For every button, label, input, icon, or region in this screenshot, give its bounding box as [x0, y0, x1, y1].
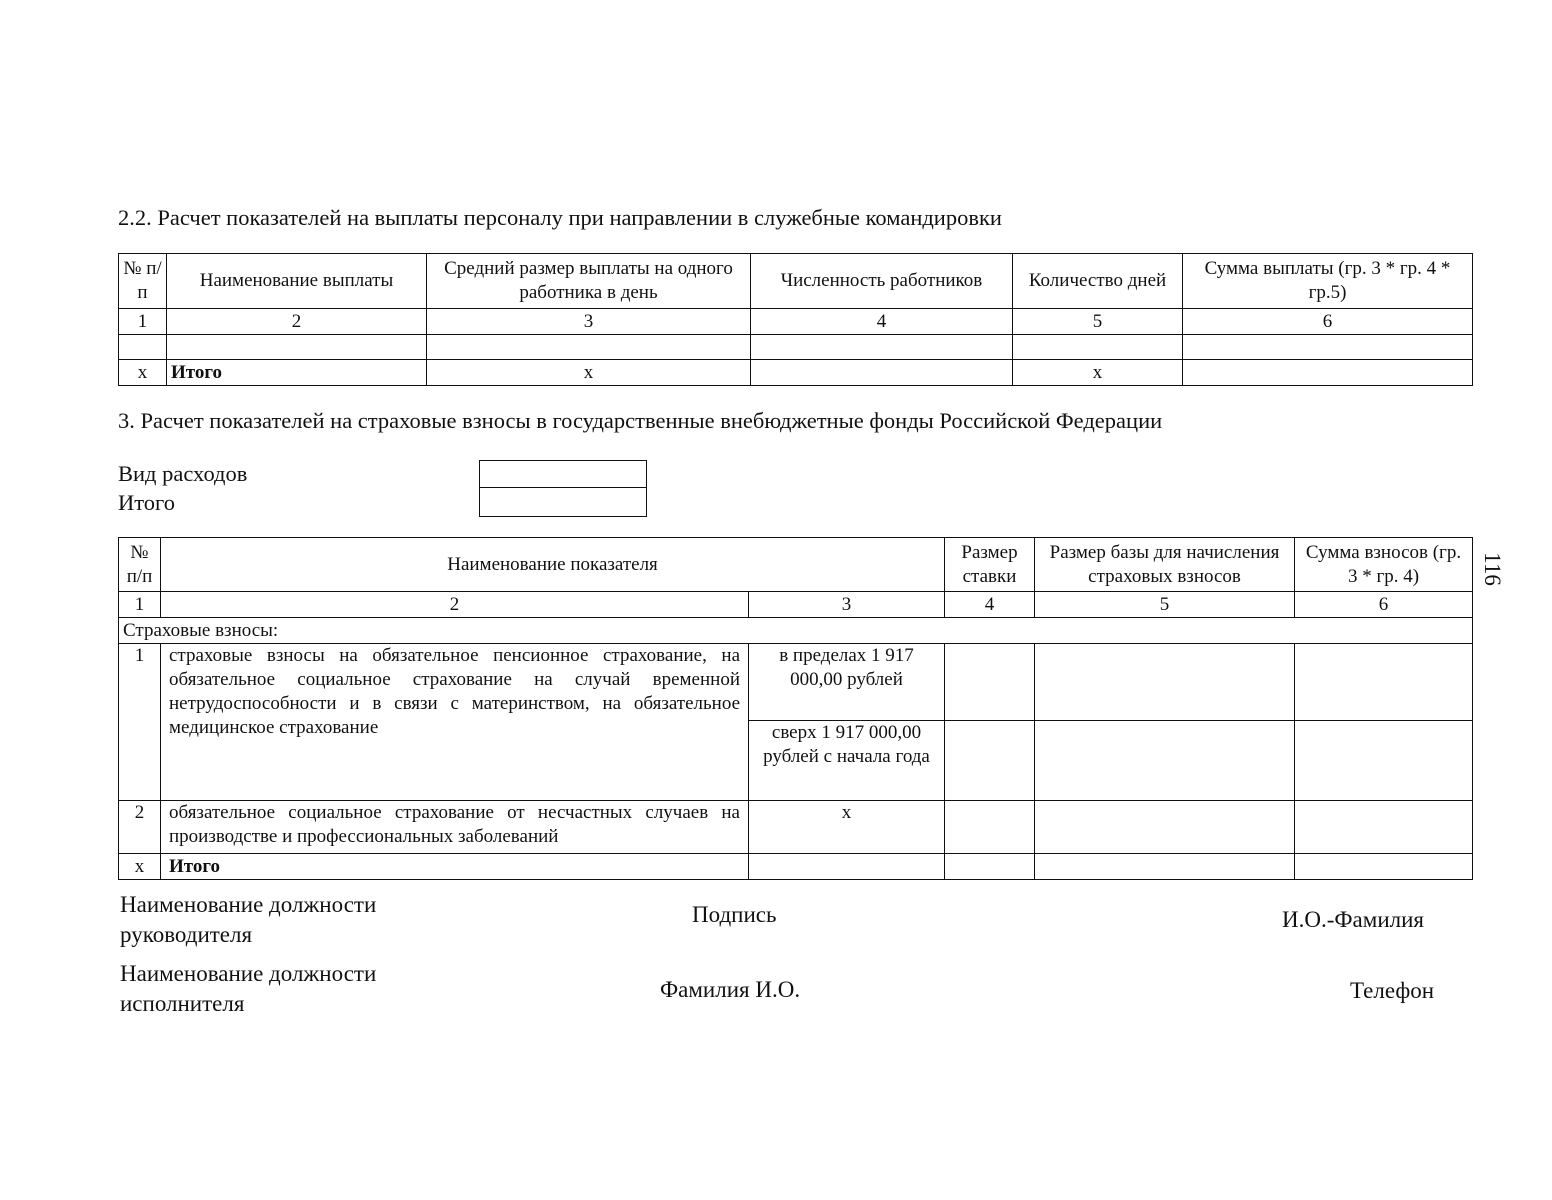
expense-type-field[interactable]	[480, 461, 647, 488]
empty-cell[interactable]	[427, 335, 751, 360]
total-row	[119, 854, 1473, 880]
column-number-row	[119, 309, 1473, 335]
header-rate: Размер ставки	[945, 538, 1035, 592]
total-employees[interactable]	[751, 360, 1013, 386]
total-num: x	[119, 360, 167, 386]
head-name-label: И.О.-Фамилия	[1282, 907, 1424, 932]
phone-label: Телефон	[1350, 978, 1435, 1003]
total-sum[interactable]	[1183, 360, 1473, 386]
header-indicator-name: Наименование показателя	[161, 538, 945, 592]
base-cell[interactable]	[1035, 801, 1295, 854]
total-avg: x	[427, 360, 751, 386]
empty-cell[interactable]	[167, 335, 427, 360]
col-number: 2	[167, 309, 427, 335]
empty-cell[interactable]	[1013, 335, 1183, 360]
header-contribution-sum: Сумма взносов (гр. 3 * гр. 4)	[1295, 538, 1473, 592]
col-number: 6	[1295, 592, 1473, 618]
col-number: 5	[1013, 309, 1183, 335]
total-row	[119, 360, 1473, 386]
total-cell[interactable]	[1035, 854, 1295, 880]
signature-label: Подпись	[692, 902, 777, 927]
sum-cell[interactable]	[1295, 644, 1473, 721]
page-number: 116	[1480, 552, 1505, 586]
column-number-row	[119, 592, 1473, 618]
col-number: 3	[749, 592, 945, 618]
col-number: 5	[1035, 592, 1295, 618]
col-number: 4	[945, 592, 1035, 618]
executor-name-label: Фамилия И.О.	[660, 977, 801, 1002]
row-sub-over-limit: сверх 1 917 000,00 рублей с начала года	[749, 721, 945, 801]
total-num: x	[119, 854, 161, 880]
header-days: Количество дней	[1013, 254, 1183, 309]
col-number: 3	[427, 309, 751, 335]
empty-row	[119, 335, 1473, 360]
header-num: № п/п	[119, 254, 167, 309]
total-cell[interactable]	[749, 854, 945, 880]
empty-cell[interactable]	[1183, 335, 1473, 360]
base-cell[interactable]	[1035, 644, 1295, 721]
row-sub-within-limit: в пределах 1 917 000,00 рублей	[749, 644, 945, 721]
row-num: 1	[119, 644, 161, 801]
section-3-title: 3. Расчет показателей на страховые взносы в государственные внебюджетные фонды Российской Федерации	[118, 408, 1163, 433]
header-payment-name: Наименование выплаты	[167, 254, 427, 309]
rate-cell[interactable]	[945, 644, 1035, 721]
sum-cell[interactable]	[1295, 721, 1473, 801]
header-num: № п/п	[119, 538, 161, 592]
row-sub: x	[749, 801, 945, 854]
col-number: 4	[751, 309, 1013, 335]
col-number: 1	[119, 592, 161, 618]
rate-cell[interactable]	[945, 721, 1035, 801]
expense-total-field[interactable]	[480, 488, 647, 517]
base-cell[interactable]	[1035, 721, 1295, 801]
col-number: 1	[119, 309, 167, 335]
row-name: страховые взносы на обязательное пенсионное страхование, на обязательное социальное страхование на случай временной нетрудоспособности и в связи с материнством, на обязательное медицинское страхование	[161, 644, 749, 801]
row-num: 2	[119, 801, 161, 854]
total-label: Итого	[161, 854, 749, 880]
header-avg-payment: Средний размер выплаты на одного работника в день	[427, 254, 751, 309]
head-position-label: Наименование должности руководителя	[120, 892, 377, 947]
col-number: 6	[1183, 309, 1473, 335]
col-number: 2	[161, 592, 749, 618]
sum-cell[interactable]	[1295, 801, 1473, 854]
total-cell[interactable]	[1295, 854, 1473, 880]
rate-cell[interactable]	[945, 801, 1035, 854]
executor-position-label: Наименование должности исполнителя	[120, 961, 377, 1016]
section-2-2-title: 2.2. Расчет показателей на выплаты персоналу при направлении в служебные командировки	[118, 205, 1002, 230]
table-row	[119, 644, 1473, 721]
empty-cell[interactable]	[751, 335, 1013, 360]
insurance-contributions-table	[118, 537, 1473, 880]
row-name: обязательное социальное страхование от несчастных случаев на производстве и профессиональных заболеваний	[161, 801, 749, 854]
total-days: x	[1013, 360, 1183, 386]
group-row	[119, 618, 1473, 644]
total-label: Итого	[167, 360, 427, 386]
header-employees: Численность работников	[751, 254, 1013, 309]
table-header-row	[119, 254, 1473, 309]
group-label: Страховые взносы:	[119, 618, 1473, 644]
empty-cell[interactable]	[119, 335, 167, 360]
expense-total-label: Итого	[118, 490, 175, 515]
expense-boxes	[479, 460, 647, 517]
table-header-row	[119, 538, 1473, 592]
table-row	[119, 801, 1473, 854]
header-base: Размер базы для начисления страховых взносов	[1035, 538, 1295, 592]
expense-type-label: Вид расходов	[118, 461, 248, 486]
header-payment-sum: Сумма выплаты (гр. 3 * гр. 4 * гр.5)	[1183, 254, 1473, 309]
total-cell[interactable]	[945, 854, 1035, 880]
business-trip-table	[118, 253, 1473, 386]
expense-labels	[118, 459, 247, 517]
